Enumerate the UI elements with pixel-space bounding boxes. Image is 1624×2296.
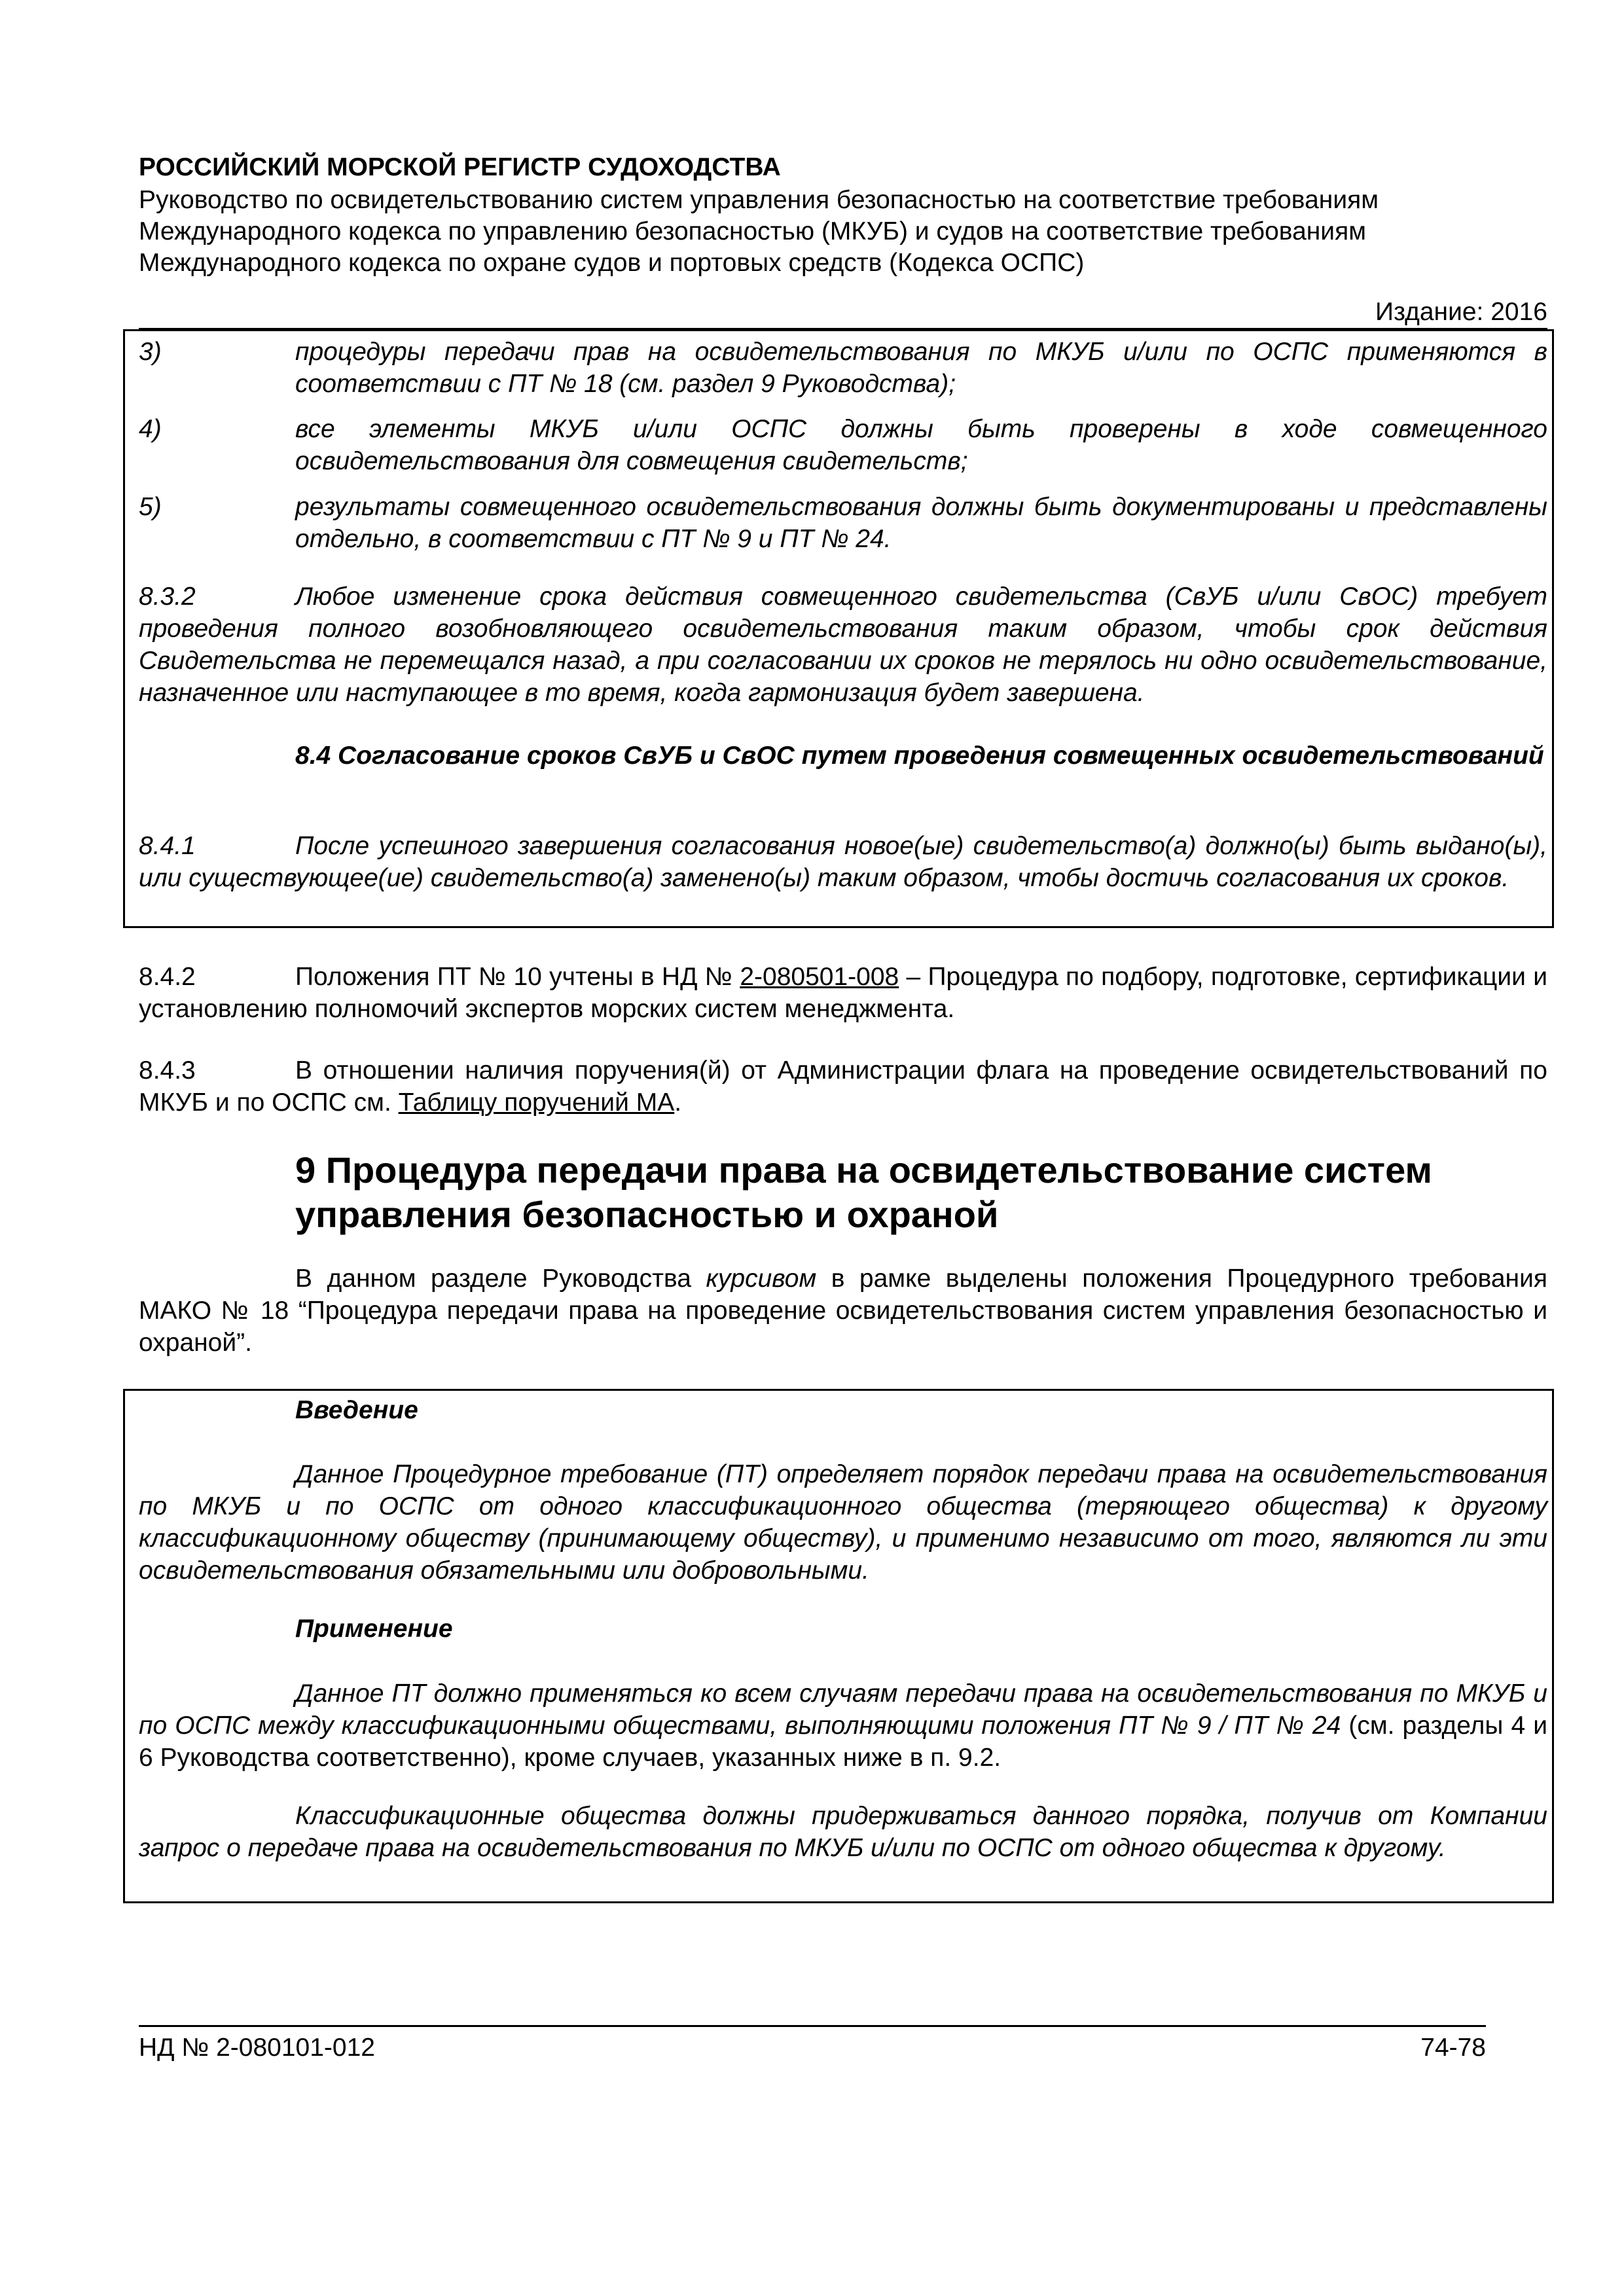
box-paragraph-class-societies: Классификационные общества должны придерживаться данного порядка, получив от Компании запрос о передаче права на освидетельствования по МКУБ и/или по ОСПС от одного общества к другому. bbox=[139, 1802, 1547, 1862]
box-paragraph-introduction: Данное Процедурное требование (ПТ) определяет порядок передачи права на освидетельствования по МКУБ и по ОСПС от одного классификационного общества (теряющего общества) к другому классификационному обществу (принимающему обществу), и применимо независимо от того, являются ли эти освидетельствования обязательными или добровольными. bbox=[139, 1460, 1547, 1585]
section-9-heading: 9 Процедура передачи права на освидетельствование систем управления безопасностью и охраной bbox=[295, 1149, 1432, 1235]
list-item-text: результаты совмещенного освидетельствования должны быть документированы и представлены отдельно, в соответствии с ПТ № 9 и ПТ № 24. bbox=[295, 493, 1547, 553]
paragraph-8-4-1 bbox=[139, 830, 1547, 894]
header-title-line-2: Международного кодекса по управлению безопасностью (МКУБ) и судов на соответствие требованиям bbox=[139, 217, 1367, 245]
paragraph-text: После успешного завершения согласования новое(ые) свидетельство(а) должно(ы) быть выдано(ы), или существующее(ие) свидетельство(а) заменено(ы) таким образом, чтобы достичь согласования их сроков. bbox=[139, 832, 1547, 892]
box-heading-application: Применение bbox=[295, 1615, 453, 1643]
box-paragraph-application bbox=[139, 1677, 1547, 1774]
paragraph-text: В отношении наличия поручения(й) от Администрации флага на проведение освидетельствований по МКУБ и по ОСПС см. bbox=[139, 1056, 1547, 1117]
intro-text: В данном разделе Руководства bbox=[295, 1265, 706, 1293]
header-title-line-1: Руководство по освидетельствованию систем управления безопасностью на соответствие требованиям bbox=[139, 186, 1379, 214]
paragraph-number: 8.3.2 bbox=[139, 583, 196, 611]
paragraph-8-3-2 bbox=[139, 581, 1547, 709]
list-item-number: 5) bbox=[139, 493, 162, 521]
footer-page-number: 74-78 bbox=[1420, 2034, 1486, 2062]
paragraph-text: . bbox=[674, 1088, 682, 1117]
intro-text: в рамке выделены положения Процедурного требования МАКО № 18 “Процедура передачи права на проведение освидетельствования систем управления безопасностью и охраной”. bbox=[139, 1265, 1547, 1357]
list-item-text: процедуры передачи прав на освидетельствования по МКУБ и/или по ОСПС применяются в соответствии с ПТ № 18 (см. раздел 9 Руководства); bbox=[295, 338, 1547, 398]
paragraph-text: – Процедура по подбору, подготовке, сертификации и установлению полномочий экспертов морских систем менеджмента. bbox=[139, 963, 1547, 1023]
section-9-intro bbox=[139, 1263, 1547, 1359]
paragraph-8-4-2 bbox=[139, 961, 1547, 1025]
intro-italic-word: курсивом bbox=[706, 1265, 817, 1293]
list-item-text: все элементы МКУБ и/или ОСПС должны быть проверены в ходе совмещенного освидетельствования для совмещения свидетельств; bbox=[295, 415, 1547, 475]
edition-label: Издание: 2016 bbox=[1375, 298, 1547, 326]
subsection-heading-8-4: 8.4 Согласование сроков СвУБ и СвОС путем проведения совмещенных освидетельствований bbox=[295, 742, 1544, 770]
paragraph-text: Любое изменение срока действия совмещенного свидетельства (СвУБ и/или СвОС) требует проведения полного возобновляющего освидетельствования таким образом, чтобы срок действия Свидетельства не перемещался назад, а при согласовании их сроков не терялось ни одно освидетельствование, назначенное или наступающее в то время, когда гармонизация будет завершена. bbox=[139, 583, 1547, 707]
paragraph-8-4-3 bbox=[139, 1054, 1547, 1119]
application-text-italic: Данное ПТ должно применяться ко всем случаям передачи права на освидетельствования по МКУБ и по ОСПС между классификационными обществами, выполняющими положения ПТ № 9 / ПТ № 24 bbox=[139, 1679, 1547, 1740]
paragraph-number: 8.4.2 bbox=[139, 963, 196, 991]
paragraph-text: Положения ПТ № 10 учтены в НД № bbox=[295, 963, 740, 991]
header-title-line-3: Международного кодекса по охране судов и портовых средств (Кодекса ОСПС) bbox=[139, 249, 1085, 277]
paragraph-number: 8.4.3 bbox=[139, 1056, 196, 1085]
header-organization: РОССИЙСКИЙ МОРСКОЙ РЕГИСТР СУДОХОДСТВА bbox=[139, 153, 781, 181]
mandate-table-link[interactable]: Таблицу поручений МА bbox=[398, 1088, 675, 1117]
document-link[interactable]: 2-080501-008 bbox=[740, 963, 899, 991]
application-text: (см. разделы 4 и 6 Руководства соответственно), кроме случаев, указанных ниже в п. 9.2. bbox=[139, 1712, 1547, 1772]
list-item-number: 3) bbox=[139, 338, 162, 366]
list-item-number: 4) bbox=[139, 415, 162, 443]
box-heading-introduction: Введение bbox=[295, 1396, 418, 1424]
footer-rule bbox=[139, 2025, 1486, 2027]
paragraph-number: 8.4.1 bbox=[139, 832, 196, 860]
footer-document-number: НД № 2-080101-012 bbox=[139, 2034, 375, 2062]
